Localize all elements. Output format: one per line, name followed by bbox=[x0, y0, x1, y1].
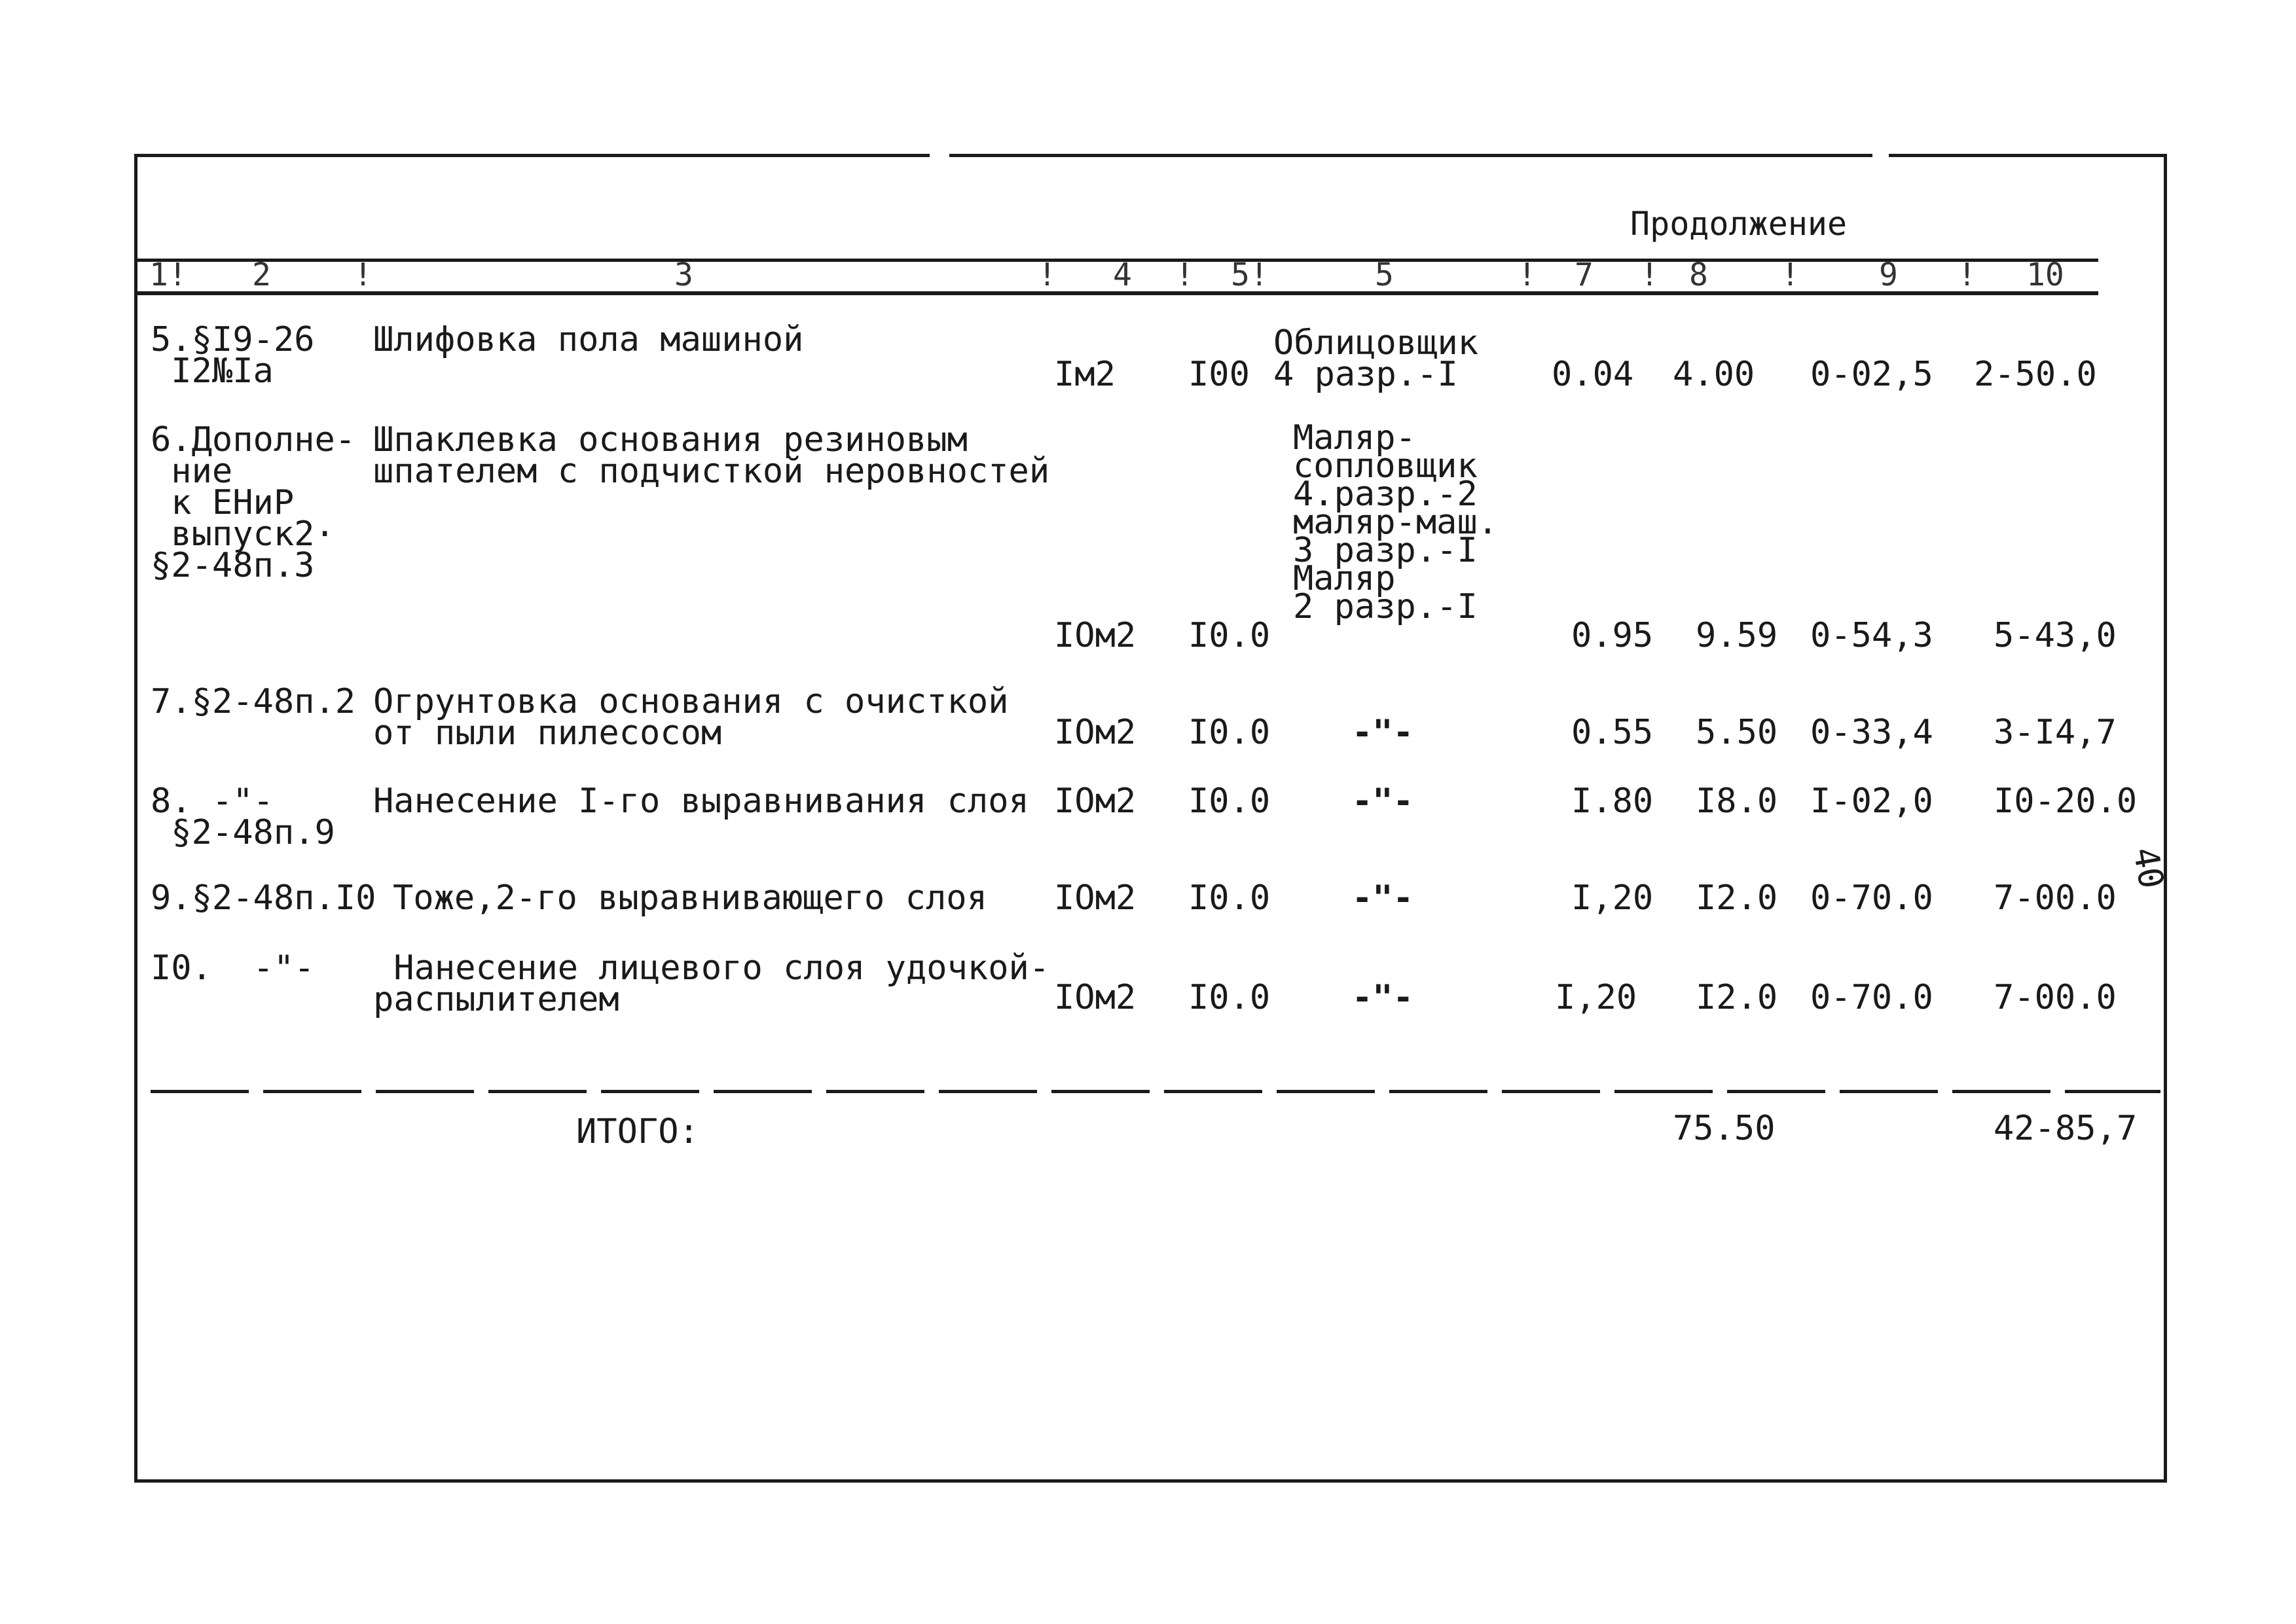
row-10-unit: IОм2 bbox=[1054, 978, 1137, 1017]
col-separator: ! bbox=[1958, 257, 1977, 293]
row-10-worker: -"- bbox=[1352, 978, 1413, 1017]
row-5-ref: 5.§I9-26 I2№Ia bbox=[151, 320, 315, 391]
row-9-c7: I,20 bbox=[1571, 878, 1654, 918]
row-5-c10: 2-50.0 bbox=[1974, 355, 2097, 394]
row-5-unit: Iм2 bbox=[1054, 355, 1116, 394]
col-header-8: 8 bbox=[1689, 257, 1708, 293]
row-8-c8: I8.0 bbox=[1696, 782, 1778, 821]
row-6-unit: IОм2 bbox=[1054, 616, 1137, 655]
col-separator: ! bbox=[1175, 257, 1194, 293]
row-8-work: Нанесение I-го выравнивания слоя bbox=[373, 782, 1029, 821]
col-separator: ! bbox=[1640, 257, 1659, 293]
row-8-ref: 8. -"- §2-48п.9 bbox=[151, 782, 335, 852]
col-separator: ! bbox=[354, 257, 373, 293]
row-7-ref: 7.§2-48п.2 bbox=[151, 682, 356, 721]
row-10-work: Нанесение лицевого слоя удочкой- распылителем bbox=[373, 948, 1050, 1019]
row-8-qty: I0.0 bbox=[1188, 782, 1271, 821]
total-label: ИТОГО: bbox=[576, 1112, 699, 1151]
row-5-c9: 0-02,5 bbox=[1810, 355, 1933, 394]
row-7-c10: 3-I4,7 bbox=[1994, 713, 2117, 752]
row-9-ref: 9.§2-48п.I0 bbox=[151, 878, 376, 918]
col-separator: ! bbox=[1038, 257, 1057, 293]
row-6-ref: 6.Дополне- ние к ЕНиР выпуск2· §2-48п.3 bbox=[151, 420, 356, 585]
row-6-work: Шпаклевка основания резиновым шпателем с подчисткой неровностей bbox=[373, 420, 1050, 491]
row-7-c7: 0.55 bbox=[1571, 713, 1654, 752]
col-header-5: 5! bbox=[1231, 257, 1269, 293]
row-10-c7: I,20 bbox=[1555, 978, 1637, 1017]
row-10-qty: I0.0 bbox=[1188, 978, 1271, 1017]
total-c10: 42-85,7 bbox=[1994, 1109, 2138, 1148]
row-6-worker: Маляр- сопловщик 4.разр.-2 маляр-маш. 3 разр.-I Маляр 2 разр.-I bbox=[1293, 418, 1499, 626]
row-10-c9: 0-70.0 bbox=[1810, 978, 1933, 1017]
row-6-c9: 0-54,3 bbox=[1810, 616, 1933, 655]
row-7-qty: I0.0 bbox=[1188, 713, 1271, 752]
row-6-qty: I0.0 bbox=[1188, 616, 1271, 655]
row-6-c8: 9.59 bbox=[1696, 616, 1778, 655]
row-8-unit: IОм2 bbox=[1054, 782, 1137, 821]
col-header-1: 1! bbox=[149, 257, 187, 293]
continuation-label: Продолжение bbox=[1630, 205, 1848, 243]
row-7-c9: 0-33,4 bbox=[1810, 713, 1933, 752]
row-5-work: Шлифовка пола машиной bbox=[373, 320, 804, 359]
col-header-7: 7 bbox=[1575, 257, 1594, 293]
row-9-unit: IОм2 bbox=[1054, 878, 1137, 918]
row-8-c9: I-02,0 bbox=[1810, 782, 1933, 821]
row-7-unit: IОм2 bbox=[1054, 713, 1137, 752]
row-9-work: Тоже,2-го выравнивающего слоя bbox=[393, 878, 987, 918]
row-9-worker: -"- bbox=[1352, 878, 1413, 918]
row-5-c7: 0.04 bbox=[1552, 355, 1634, 394]
col-separator: ! bbox=[1781, 257, 1800, 293]
row-6-c7: 0.95 bbox=[1571, 616, 1654, 655]
row-8-c10: I0-20.0 bbox=[1994, 782, 2138, 821]
row-7-work: Огрунтовка основания с очисткой от пыли пилесосом bbox=[373, 682, 1009, 753]
row-7-c8: 5.50 bbox=[1696, 713, 1778, 752]
row-9-c10: 7-00.0 bbox=[1994, 878, 2117, 918]
row-8-c7: I.80 bbox=[1571, 782, 1654, 821]
col-header-2: 2 bbox=[252, 257, 271, 293]
page-number-mark: 40 bbox=[2124, 844, 2171, 892]
col-header-10: 10 bbox=[2026, 257, 2064, 293]
col-header-4: 4 bbox=[1113, 257, 1132, 293]
row-7-worker: -"- bbox=[1352, 713, 1413, 752]
col-header-9: 9 bbox=[1879, 257, 1898, 293]
row-9-c8: I2.0 bbox=[1696, 878, 1778, 918]
row-10-c10: 7-00.0 bbox=[1994, 978, 2117, 1017]
row-9-c9: 0-70.0 bbox=[1810, 878, 1933, 918]
row-6-c10: 5-43,0 bbox=[1994, 616, 2117, 655]
row-5-worker: Облицовщик 4 разр.-I bbox=[1273, 323, 1479, 394]
col-header-3: 3 bbox=[674, 257, 693, 293]
total-c8: 75.50 bbox=[1673, 1109, 1776, 1148]
row-10-ref: I0. -"- bbox=[151, 948, 315, 988]
col-header-6: 5 bbox=[1375, 257, 1394, 293]
row-9-qty: I0.0 bbox=[1188, 878, 1271, 918]
row-5-qty: I00 bbox=[1188, 355, 1250, 394]
row-5-c8: 4.00 bbox=[1673, 355, 1755, 394]
row-8-worker: -"- bbox=[1352, 782, 1413, 821]
total-separator bbox=[151, 1090, 2160, 1093]
row-10-c8: I2.0 bbox=[1696, 978, 1778, 1017]
col-separator: ! bbox=[1518, 257, 1537, 293]
